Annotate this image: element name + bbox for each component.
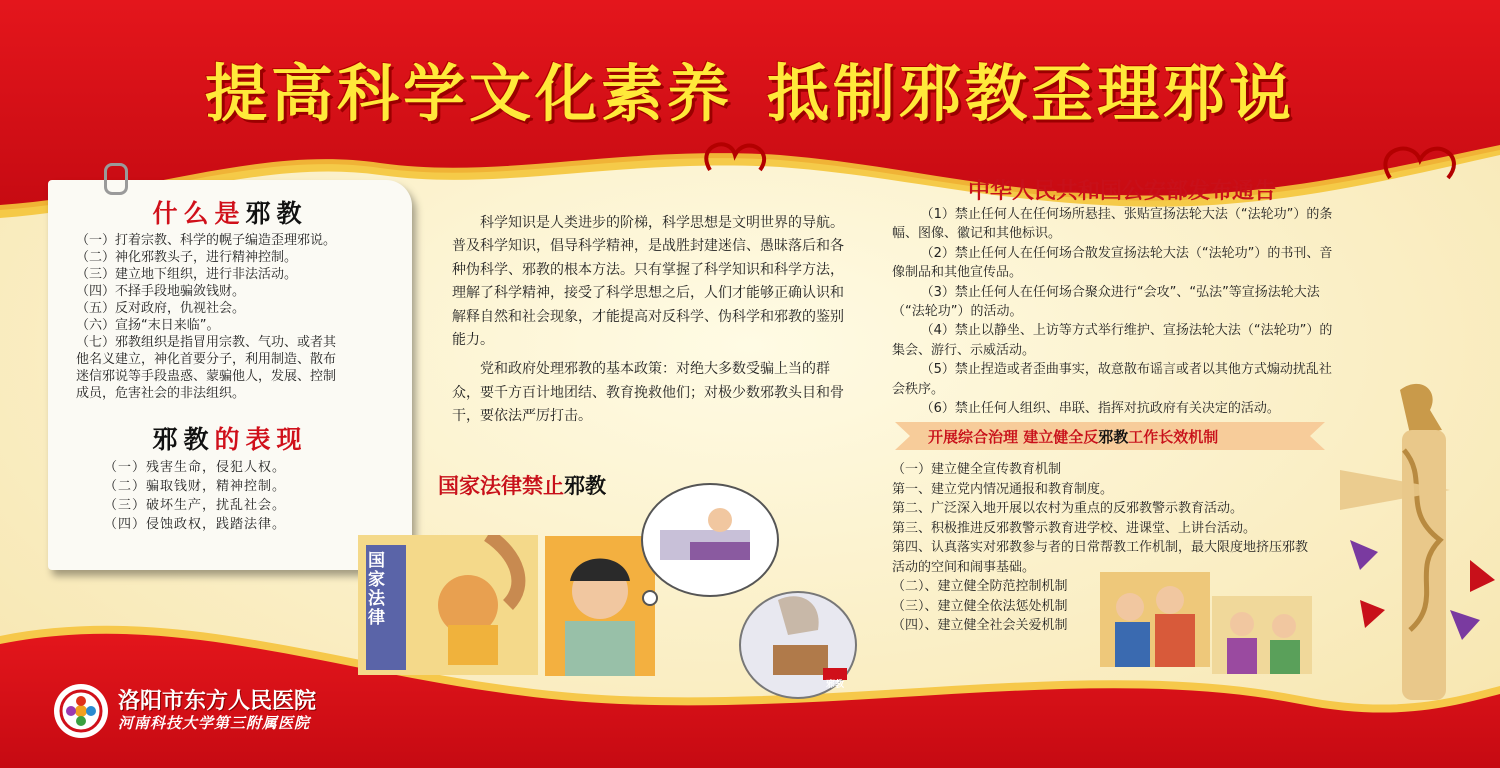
list-item: 第三、积极推进反邪教警示教育进学校、进课堂、上讲台活动。 xyxy=(892,520,1257,536)
list-item: 迷信邪说等手段蛊惑、蒙骗他人，发展、控制 xyxy=(76,369,337,384)
list-item: （2）禁止任何人在任何场合散发宣扬法轮大法（“法轮功”）的书刊、音像制品和其他宣传品。 xyxy=(892,245,1333,281)
list-item: （四）、建立健全社会关爱机制 xyxy=(892,618,1068,633)
hospital-subtitle: 河南科技大学第三附属医院 xyxy=(118,714,311,732)
list-item: （三）、建立健全依法惩处机制 xyxy=(892,598,1068,614)
list-item: 第二、广泛深入地开展以农村为重点的反邪教警示教育活动。 xyxy=(892,501,1244,516)
list-item: （四）侵蚀政权，践踏法律。 xyxy=(104,517,287,532)
law-prohibits-heading xyxy=(438,470,606,500)
list-item: （一）打着宗教、科学的幌子编造歪理邪说。 xyxy=(76,233,337,248)
cult-tag-label: 邪教 xyxy=(826,680,845,690)
list-item: （1）禁止任何人在任何场所悬挂、张贴宣扬法轮大法（“法轮功”）的条幅、图像、徽记和其他标识。 xyxy=(892,207,1333,242)
list-item: （二）神化邪教头子，进行精神控制。 xyxy=(76,250,298,265)
list-item: （一）残害生命，侵犯人权。 xyxy=(104,460,287,475)
law-heading-part-b: 邪教 xyxy=(564,473,606,498)
list-item: （七）邪教组织是指冒用宗教、气功、或者其 xyxy=(76,335,337,350)
heading2-part-a: 邪教 xyxy=(152,425,215,454)
mechanism-banner-text xyxy=(928,426,1218,447)
cult-definition-list xyxy=(76,232,336,402)
law-cartoon-label: 国家法律 xyxy=(368,551,385,628)
poster-title xyxy=(0,44,1500,133)
banner-part-a: 开展综合治理 建立健全反 xyxy=(928,428,1099,446)
banner-part-b: 邪教 xyxy=(1098,428,1129,446)
list-item: 成员，危害社会的非法组织。 xyxy=(76,386,246,401)
list-item: （三）建立地下组织，进行非法活动。 xyxy=(76,267,298,282)
list-item: （六）宣扬“末日来临”。 xyxy=(76,318,220,333)
list-item: （三）破坏生产，扰乱社会。 xyxy=(104,498,287,513)
heading1-part-b: 邪教 xyxy=(245,199,308,228)
title-part2: 抵制邪教歪理邪说 xyxy=(767,57,1296,130)
list-item: （6）禁止任何人组织、串联、指挥对抗政府有关决定的活动。 xyxy=(920,401,1280,417)
list-item: （4）禁止以静坐、上访等方式举行维护、宣扬法轮大法（“法轮功”）的集会、游行、示威活动。 xyxy=(892,323,1333,358)
cult-manifestation-heading xyxy=(60,420,400,456)
notice-heading: 中华人民共和国公安部发布通告 xyxy=(968,178,1277,204)
list-item: （5）禁止捏造或者歪曲事实，故意散布谣言或者以其他方式煽动扰乱社会秩序。 xyxy=(892,362,1332,397)
list-item: （二）、建立健全防范控制机制 xyxy=(892,579,1068,594)
list-item: （四）不择手段地骗敛钱财。 xyxy=(76,284,246,299)
list-item: 活动的空间和闹事基础。 xyxy=(892,559,1036,575)
list-item: （一）建立健全宣传教育机制 xyxy=(892,462,1062,477)
what-is-cult-heading xyxy=(60,194,400,230)
cult-manifestation-list xyxy=(104,458,286,534)
list-item: （3）禁止任何人在任何场合聚众进行“会攻”、“弘法”等宣扬法轮大法（“法轮功”）的活动。 xyxy=(892,284,1320,320)
notice-list xyxy=(892,205,1342,418)
list-item: （五）反对政府，仇视社会。 xyxy=(76,301,246,316)
list-item: 第四、认真落实对邪教参与者的日常帮教工作机制，最大限度地挤压邪教 xyxy=(892,540,1309,555)
hospital-logo-icon xyxy=(52,682,110,740)
hospital-name: 洛阳市东方人民医院 xyxy=(118,688,317,714)
science-paragraph: 科学知识是人类进步的阶梯，科学思想是文明世界的导航。普及科学知识，倡导科学精神，是战胜封建迷信、愚昧落后和各种伪科学、邪教的根本方法。只有掌握了科学知识和科学方法，理解了科学精神，接受了科学思想之后，人们才能够正确认识和解释自然和社会现象，才能提高对反科学、伪科学和邪教的鉴别能力。 xyxy=(452,215,844,349)
huabiao-column-icon xyxy=(1330,370,1500,710)
banner-part-c: 工作长效机制 xyxy=(1128,428,1219,446)
heading2-part-b: 的表现 xyxy=(214,425,308,454)
list-item: 他名义建立，神化首要分子，利用制造、散布 xyxy=(76,352,337,367)
paper-clip-icon xyxy=(104,163,128,195)
policy-paragraph: 党和政府处理邪教的基本政策：对绝大多数受骗上当的群众，要千方百计地团结、教育挽救他们；对极少数邪教头目和骨干，要依法严厉打击。 xyxy=(452,361,844,425)
heading1-part-a: 什么是 xyxy=(152,199,246,228)
law-heading-part-a: 国家法律禁止 xyxy=(438,473,564,498)
list-item: （二）骗取钱财，精神控制。 xyxy=(104,479,287,494)
family-support-image xyxy=(1100,572,1210,667)
list-item: 第一、建立党内情况通报和教育制度。 xyxy=(892,481,1114,497)
middle-text-block xyxy=(452,212,844,435)
community-care-image xyxy=(1212,596,1312,674)
title-part1: 提高科学文化素养 xyxy=(204,57,733,130)
